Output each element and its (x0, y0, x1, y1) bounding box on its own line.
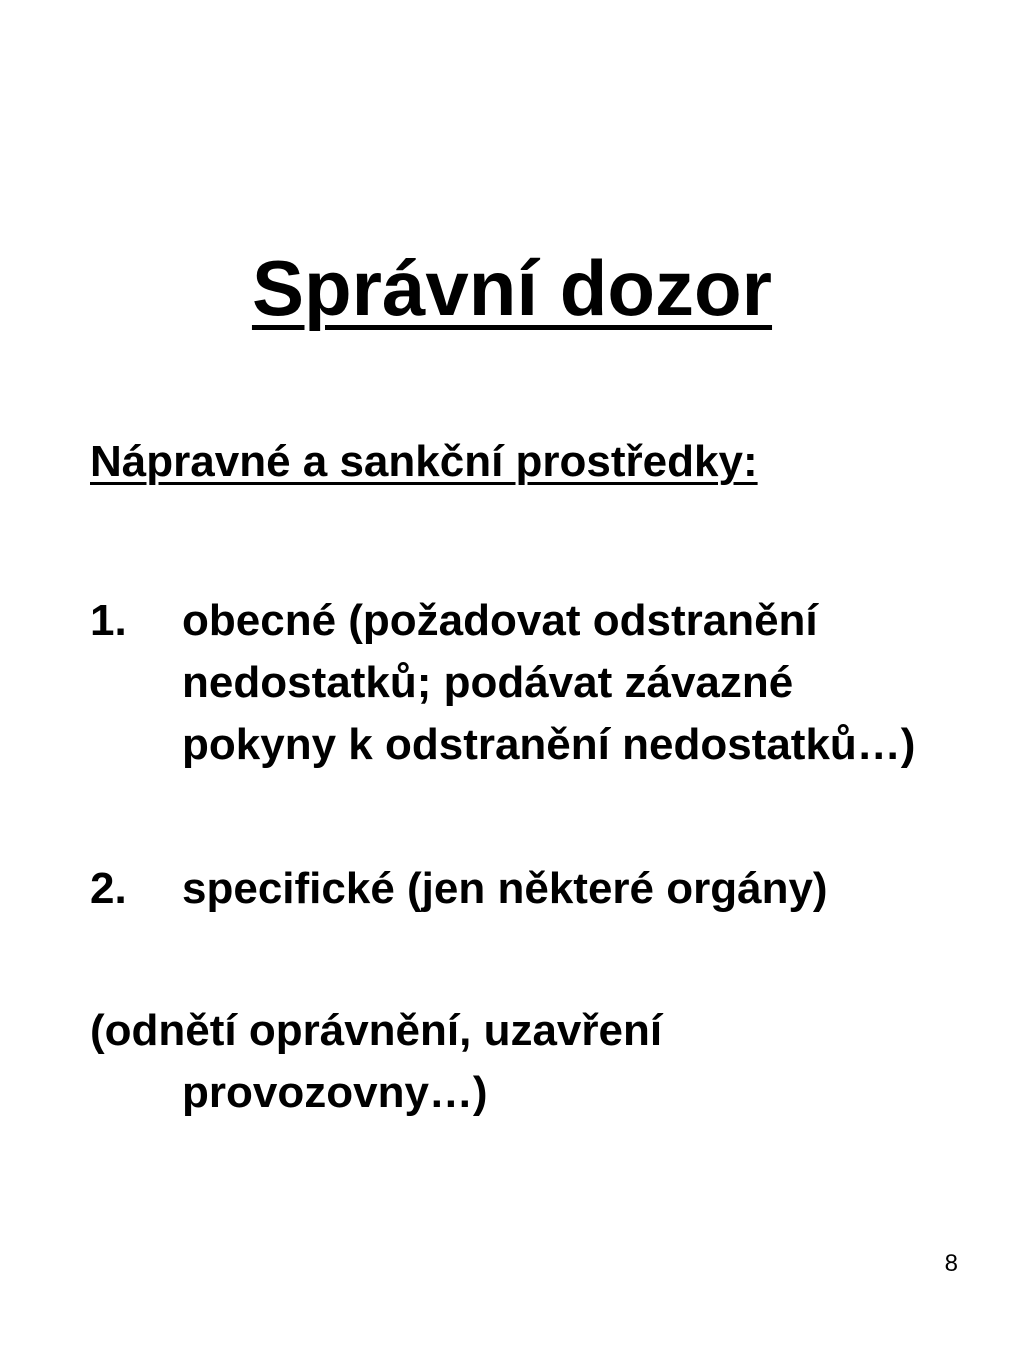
slide-title: Správní dozor (251, 244, 773, 332)
list-item-number: 1. (90, 596, 127, 645)
list-item-2 (90, 858, 950, 920)
note-text (90, 1000, 950, 1124)
subheading: Nápravné a sankční prostředky: (90, 437, 758, 486)
page-number: 8 (944, 1250, 958, 1277)
note-line-1: (odnětí oprávnění, uzavření (90, 1006, 663, 1055)
note-line-2: provozovny…) (182, 1068, 488, 1117)
list-item-1 (90, 590, 950, 776)
list-item-number: 2. (90, 864, 127, 913)
list-item-text: obecné (požadovat odstranění nedostatků; podávat závazné pokyny k odstranění nedostatků…) (182, 596, 916, 769)
list-item-text: specifické (jen některé orgány) (182, 864, 828, 913)
